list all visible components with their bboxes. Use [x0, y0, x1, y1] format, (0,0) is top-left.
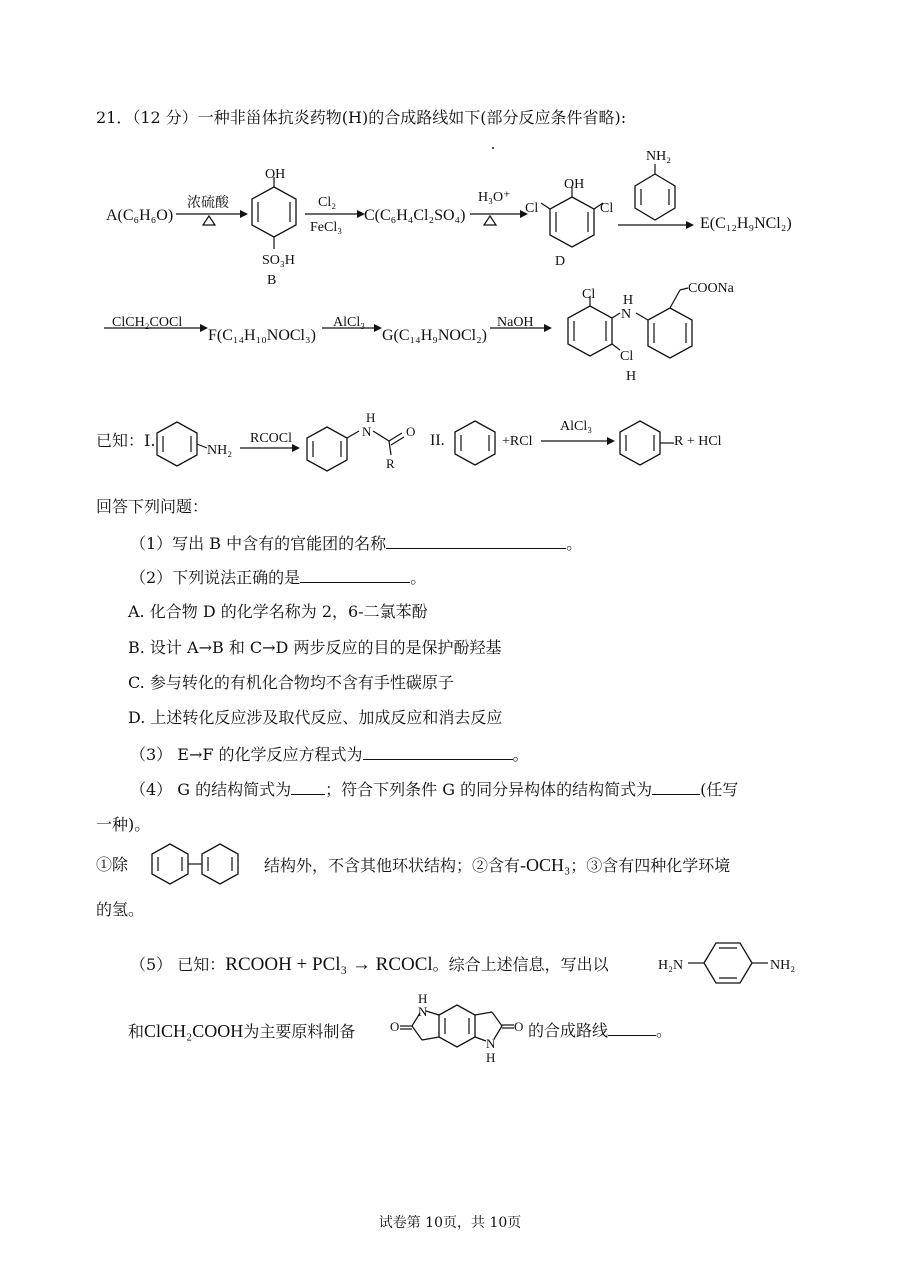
known-I-H: H — [366, 410, 376, 425]
q5-text-c: 和 — [128, 1022, 145, 1041]
q5-target-O1: O — [390, 1019, 400, 1034]
known-II-reagent: AlCl₃ — [560, 419, 593, 434]
H-label: H — [626, 369, 637, 384]
H-NH-H: H — [623, 293, 634, 308]
cond-text-c: ；③含有四种化学环境 — [570, 856, 731, 875]
arrow-D-E — [616, 215, 696, 235]
q4-text-a: （4） G 的结构简式为 — [130, 780, 292, 799]
q1-line — [130, 533, 582, 555]
D-Cl-right: Cl — [600, 201, 614, 216]
q5-equation: RCOOH + PCl₃ → RCOCl — [225, 954, 433, 975]
q4-text-d: 一种)。 — [96, 815, 151, 834]
option-D: D. 上述转化反应涉及取代反应、加成反应和消去反应 — [128, 708, 503, 727]
cond-AB-top: 浓硫酸 — [187, 195, 229, 211]
cond-GH: NaOH — [497, 315, 534, 330]
option-C: C. 参与转化的有机化合物均不含有手性碳原子 — [128, 673, 454, 692]
compound-F: F(C₁₄H₁₀NOCl₃) — [208, 327, 316, 344]
cond-FG: AlCl₃ — [333, 315, 366, 330]
q5-target-H1: H — [418, 991, 428, 1006]
q3-end: 。 — [512, 745, 529, 764]
B-OH: OH — [265, 167, 286, 182]
H-COONa: COONa — [688, 281, 734, 296]
cond-CD-top: H₃O⁺ — [478, 190, 511, 205]
cond-line-rest — [264, 854, 730, 877]
question-header: 21．（12 分）一种非甾体抗炎药物(H)的合成路线如下(部分反应条件省略): — [96, 108, 627, 127]
known-I-reagent: RCOCl — [250, 431, 293, 446]
q5-line-2a — [128, 1020, 355, 1043]
known-I-NH2: NH₂ — [207, 443, 233, 458]
q5-text-d: 为主要原料制备 — [243, 1022, 356, 1041]
cond-och3: -OCH₃ — [520, 855, 571, 875]
q5-line-2b — [528, 1020, 672, 1042]
q5-NH2: NH₂ — [770, 958, 796, 973]
biphenyl-structure — [130, 841, 265, 887]
cond-EF: ClCH₂COCl — [112, 315, 183, 330]
q5-H2N: H₂N — [658, 958, 684, 973]
compound-A: A(C₆H₆O) — [106, 207, 174, 224]
page-footer: 试卷第 10页，共 10页 — [378, 1215, 522, 1231]
cond-BC-bottom: FeCl₃ — [310, 220, 343, 235]
H-Cl-bottom: Cl — [620, 349, 634, 364]
q2-answer-blank — [300, 568, 410, 583]
aniline-NH2: NH₂ — [646, 149, 672, 164]
q5-target-H2: H — [486, 1050, 496, 1065]
known-II-product-ring — [618, 418, 678, 468]
q5-text-e: 的合成路线 — [528, 1021, 609, 1040]
compound-C: C(C₆H₄Cl₂SO₄) — [364, 207, 466, 224]
q5-reagent: ClCH₂COOH — [144, 1021, 244, 1041]
known-II-product: R + HCl — [674, 434, 722, 449]
q3-text: （3） E→F 的化学反应方程式为 — [130, 745, 363, 764]
D-label: D — [555, 254, 566, 269]
D-Cl-left: Cl — [525, 201, 539, 216]
known-I-R: R — [386, 456, 395, 471]
B-label: B — [267, 273, 277, 288]
q5-end: 。 — [656, 1021, 673, 1040]
q2-line — [130, 567, 426, 589]
q1-text: （1）写出 B 中含有的官能团的名称 — [130, 534, 387, 553]
cond-text-d: 的氢。 — [96, 900, 145, 919]
known-I-aniline — [155, 418, 215, 468]
answer-prompt: 回答下列问题： — [96, 497, 209, 516]
option-B: B. 设计 A→B 和 C→D 两步反应的目的是保护酚羟基 — [128, 638, 502, 657]
q5-answer-blank — [608, 1021, 656, 1036]
cond-text-b: 结构外，不含其他环状结构；②含有 — [264, 856, 521, 875]
known-I-N: N — [362, 424, 372, 439]
q3-line — [130, 744, 529, 766]
q4-text-b: ；符合下列条件 G 的同分异构体的结构简式为 — [325, 780, 653, 799]
known-prefix: 已知：I. — [96, 431, 156, 450]
known-I-O: O — [406, 424, 416, 439]
cond-BC-top: Cl₂ — [318, 195, 337, 210]
speck — [492, 147, 494, 149]
H-N: N — [621, 307, 632, 322]
cond-text-a: ①除 — [96, 855, 129, 874]
q2-text: （2）下列说法正确的是 — [130, 568, 301, 587]
known-II-benzene — [453, 418, 499, 468]
q5-text-a: （5） 已知： — [130, 955, 226, 974]
q1-answer-blank — [386, 534, 566, 549]
known-II-label: II. — [430, 432, 445, 449]
B-SO3H: SO₃H — [262, 253, 295, 268]
compound-E: E(C₁₂H₉NCl₂) — [700, 215, 792, 232]
q4-line — [130, 779, 738, 801]
q5-target-N2: N — [486, 1036, 496, 1051]
q5-text-b: 。综合上述信息，写出以 — [432, 955, 609, 974]
q3-answer-blank — [363, 745, 513, 760]
q4-blank-2 — [652, 780, 700, 795]
q5-target-O2: O — [514, 1019, 524, 1034]
q5-target-structure — [380, 995, 535, 1065]
q4-blank-1 — [291, 780, 325, 795]
q5-phenylenediamine-ring — [688, 935, 768, 991]
q5-target-N1: N — [418, 1004, 428, 1019]
q2-end: 。 — [410, 568, 427, 587]
q1-end: 。 — [566, 534, 583, 553]
known-II-plus-RCl: +RCl — [502, 434, 533, 449]
q4-text-c: (任写 — [700, 780, 739, 799]
compound-G: G(C₁₄H₉NOCl₂) — [382, 327, 487, 344]
option-A: A. 化合物 D 的化学名称为 2，6-二氯苯酚 — [128, 602, 428, 621]
D-OH: OH — [564, 177, 585, 192]
H-Cl-top: Cl — [582, 287, 596, 302]
q5-line-1 — [130, 954, 609, 976]
